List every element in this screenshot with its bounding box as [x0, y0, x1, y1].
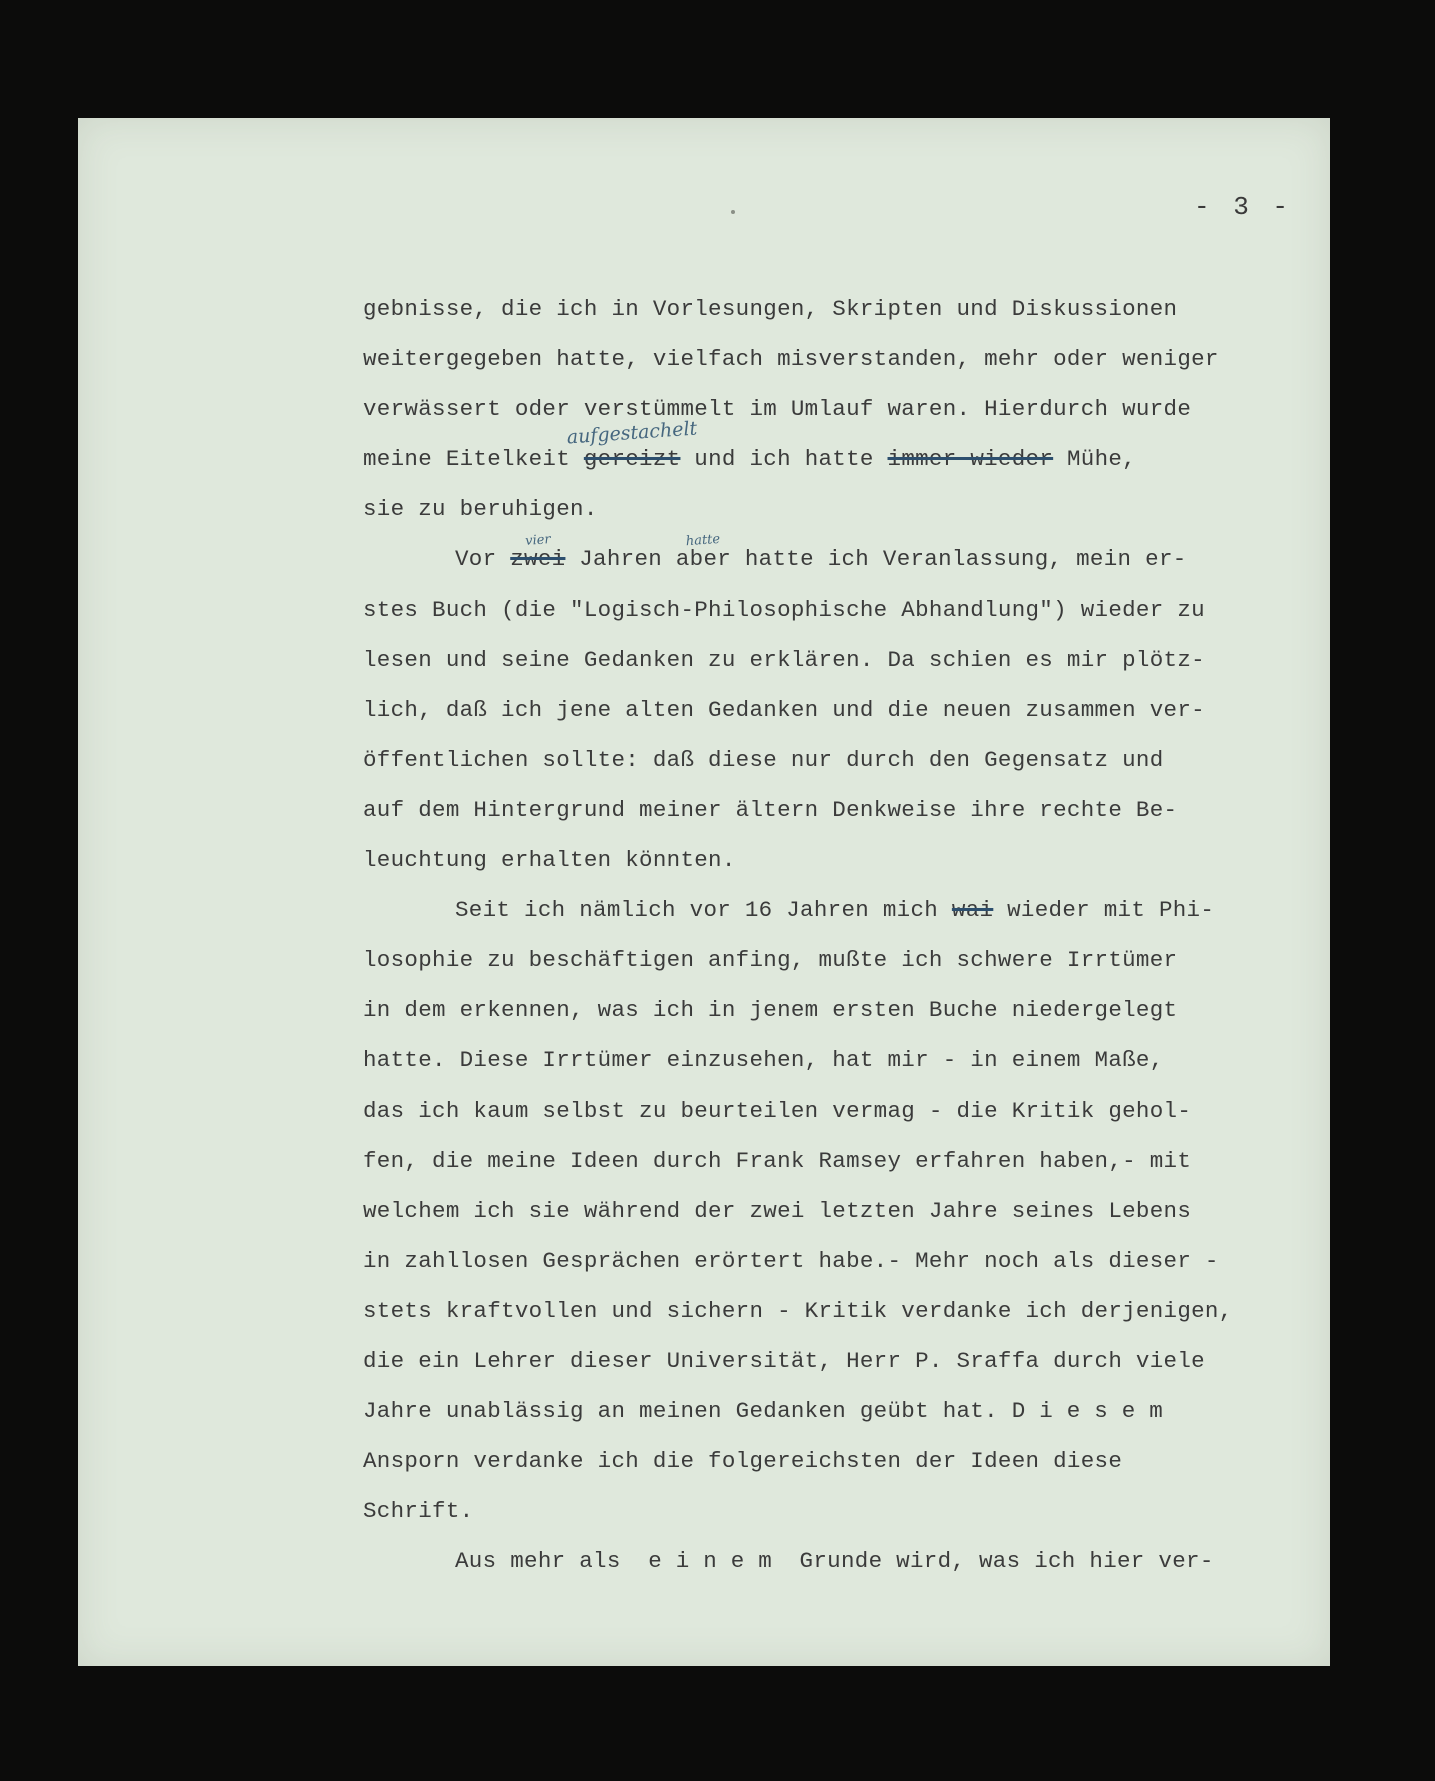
- struck-word: zwei: [510, 546, 566, 573]
- page-number: - 3 -: [1194, 192, 1293, 222]
- struck-word: wai: [951, 897, 994, 924]
- struck-word: immer wieder: [887, 446, 1054, 473]
- typed-text-body: [363, 284, 1323, 1586]
- text-line: lich, daß ich jene alten Gedanken und die neuen zusammen ver-: [363, 696, 1205, 723]
- text-segment: Jahre unablässig an meinen Gedanken geübt hat.: [363, 1398, 1012, 1425]
- text-segment: Mühe,: [1053, 446, 1136, 473]
- text-line-with-correction: [363, 885, 1323, 935]
- text-segment: hatte ich Veranlassung, mein er-: [731, 546, 1187, 573]
- text-line: auf dem Hintergrund meiner ältern Denkweise ihre rechte Be-: [363, 796, 1178, 823]
- text-line: in zahllosen Gesprächen erörtert habe.- Mehr noch als dieser -: [363, 1247, 1219, 1274]
- paper-speck: [731, 210, 735, 214]
- spaced-word: einem: [648, 1548, 786, 1575]
- text-line: gebnisse, die ich in Vorlesungen, Skripten und Diskussionen: [363, 296, 1178, 322]
- text-line: stes Buch (die "Logisch-Philosophische Abhandlung") wieder zu: [363, 596, 1205, 623]
- text-segment: aber: [675, 546, 732, 573]
- spaced-word: Diesem: [1011, 1398, 1177, 1425]
- text-line-with-correction: [363, 417, 1323, 484]
- text-line: losophie zu beschäftigen anfing, mußte ich schwere Irrtümer: [363, 947, 1178, 974]
- text-line: weitergegeben hatte, vielfach misverstanden, mehr oder weniger: [363, 346, 1219, 373]
- handwritten-insertion: hatte: [685, 532, 722, 550]
- text-segment: Aus mehr als: [455, 1548, 649, 1575]
- text-line: Ansporn verdanke ich die folgereichsten der Ideen diese: [363, 1448, 1123, 1475]
- text-line: sie zu beruhigen.: [363, 496, 598, 523]
- text-line: die ein Lehrer dieser Universität, Herr P. Sraffa durch viele: [363, 1347, 1205, 1374]
- text-line: leuchtung erhalten könnten.: [363, 847, 736, 874]
- text-segment: und ich hatte: [680, 446, 888, 473]
- text-segment: Vor: [455, 546, 511, 573]
- correction: [566, 417, 699, 484]
- text-line: öffentlichen sollte: daß diese nur durch den Gegensatz und: [363, 746, 1164, 773]
- text-line: lesen und seine Gedanken zu erklären. Da schien es mir plötz-: [363, 646, 1205, 673]
- text-line: welchem ich sie während der zwei letzten Jahre seines Lebens: [363, 1197, 1192, 1224]
- text-segment: Seit ich nämlich vor 16 Jahren mich: [455, 897, 952, 924]
- text-line: hatte. Diese Irrtümer einzusehen, hat mir - in einem Maße,: [363, 1047, 1164, 1074]
- text-line: stets kraftvollen und sichern - Kritik verdanke ich derjenigen,: [363, 1297, 1233, 1324]
- handwritten-insertion: vier: [524, 532, 551, 550]
- text-line: das ich kaum selbst zu beurteilen vermag - die Kritik gehol-: [363, 1097, 1192, 1124]
- text-line: [363, 1386, 1323, 1436]
- correction: [676, 534, 731, 584]
- text-line: Schrift.: [363, 1498, 474, 1525]
- text-segment: Grunde wird, was ich hier ver-: [785, 1548, 1214, 1575]
- text-segment: Jahren: [565, 546, 676, 573]
- text-line: verwässert oder verstümmelt im Umlauf waren. Hierdurch wurde: [363, 396, 1192, 423]
- handwritten-insertion: aufgestachelt: [566, 417, 699, 449]
- struck-word: gereizt: [583, 446, 681, 473]
- correction: [510, 534, 565, 584]
- text-line: in dem erkennen, was ich in jenem ersten Buche niedergelegt: [363, 997, 1178, 1024]
- text-segment: wieder mit Phi-: [993, 897, 1215, 924]
- text-segment: meine Eitelkeit: [363, 446, 584, 473]
- text-line: fen, die meine Ideen durch Frank Ramsey erfahren haben,- mit: [363, 1147, 1192, 1174]
- text-line-with-correction: [363, 534, 1323, 584]
- text-line: [363, 1536, 1323, 1586]
